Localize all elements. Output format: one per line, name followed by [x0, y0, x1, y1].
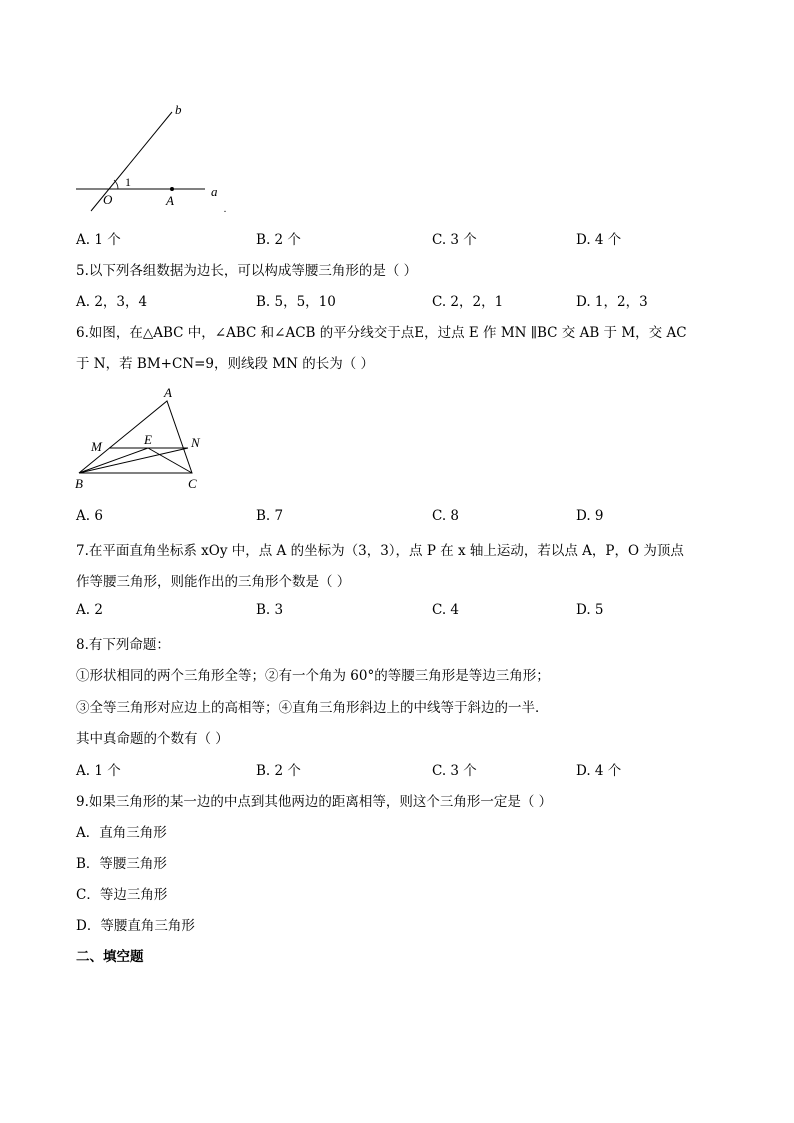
q5-option-c: C. 2，2，1 — [432, 294, 504, 310]
label-1: 1 — [125, 175, 131, 189]
q9-option-d: D．等腰直角三角形 — [76, 918, 195, 934]
q9-stem: 9.如果三角形的某一边的中点到其他两边的距离相等，则这个三角形一定是（ ） — [76, 794, 553, 810]
q7-option-d: D. 5 — [576, 602, 604, 618]
q5-option-d: D. 1，2，3 — [576, 294, 648, 310]
q6-option-b: B. 7 — [256, 508, 284, 524]
q8-proposition-line2: ③全等三角形对应边上的高相等；④直角三角形斜边上的中线等于斜边的一半． — [76, 700, 549, 716]
q6-stem-line1: 6.如图，在△ABC 中，∠ABC 和∠ACB 的平分线交于点E，过点 E 作 MN ∥BC 交 AB 于 M，交 AC — [76, 325, 687, 341]
q4-option-c: C. 3 个 — [432, 232, 477, 248]
q9-option-a: A．直角三角形 — [76, 825, 167, 841]
label-M: M — [91, 439, 102, 454]
q4-option-a: A. 1 个 — [76, 232, 121, 248]
q6-option-d: D. 9 — [576, 508, 604, 524]
q6-stem-line2: 于 N，若 BM+CN=9，则线段 MN 的长为（ ） — [76, 356, 375, 372]
q6-option-c: C. 8 — [432, 508, 460, 524]
label-B: B — [75, 476, 83, 491]
q4-option-d: D. 4 个 — [576, 232, 622, 248]
figure-triangle-abc — [70, 380, 220, 495]
q8-option-c: C. 3 个 — [432, 763, 477, 779]
q5-option-a: A. 2，3，4 — [76, 294, 148, 310]
label-N: N — [191, 435, 200, 450]
q8-option-d: D. 4 个 — [576, 763, 622, 779]
q7-stem-line1: 7.在平面直角坐标系 xOy 中，点 A 的坐标为（3，3），点 P 在 x 轴上运动，若以点 A，P，O 为顶点 — [76, 543, 684, 559]
q5-option-b: B. 5，5，10 — [256, 294, 336, 310]
q8-question: 其中真命题的个数有（ ） — [76, 731, 229, 747]
label-a: a — [211, 184, 218, 199]
q4-option-b: B. 2 个 — [256, 232, 301, 248]
q8-stem: 8.有下列命题： — [76, 637, 170, 653]
q7-stem-line2: 作等腰三角形，则能作出的三角形个数是（ ） — [76, 574, 351, 590]
angle-arc — [114, 180, 118, 189]
label-A: A — [164, 385, 172, 400]
bisector-b — [79, 448, 148, 473]
label-A: A — [166, 193, 174, 208]
q8-option-a: A. 1 个 — [76, 763, 121, 779]
label-b: b — [175, 102, 182, 117]
section-heading-fill-in: 二、填空题 — [76, 949, 144, 965]
q5-stem: 5.以下列各组数据为边长，可以构成等腰三角形的是（ ） — [76, 263, 418, 279]
q6-option-a: A. 6 — [76, 508, 103, 524]
triangle-abc — [79, 401, 192, 473]
q8-proposition-line1: ①形状相同的两个三角形全等；②有一个角为 60°的等腰三角形是等边三角形； — [76, 668, 550, 684]
label-E: E — [144, 432, 152, 447]
q7-option-a: A. 2 — [76, 602, 103, 618]
q8-option-b: B. 2 个 — [256, 763, 301, 779]
label-O: O — [103, 192, 113, 207]
figure-angle-ab — [70, 100, 240, 220]
point-A-dot — [170, 187, 174, 191]
label-C: C — [188, 476, 197, 491]
q7-option-c: C. 4 — [432, 602, 460, 618]
label-dot: . — [224, 204, 227, 215]
q7-option-b: B. 3 — [256, 602, 284, 618]
q9-option-b: B．等腰三角形 — [76, 856, 167, 872]
q9-option-c: C．等边三角形 — [76, 887, 168, 903]
